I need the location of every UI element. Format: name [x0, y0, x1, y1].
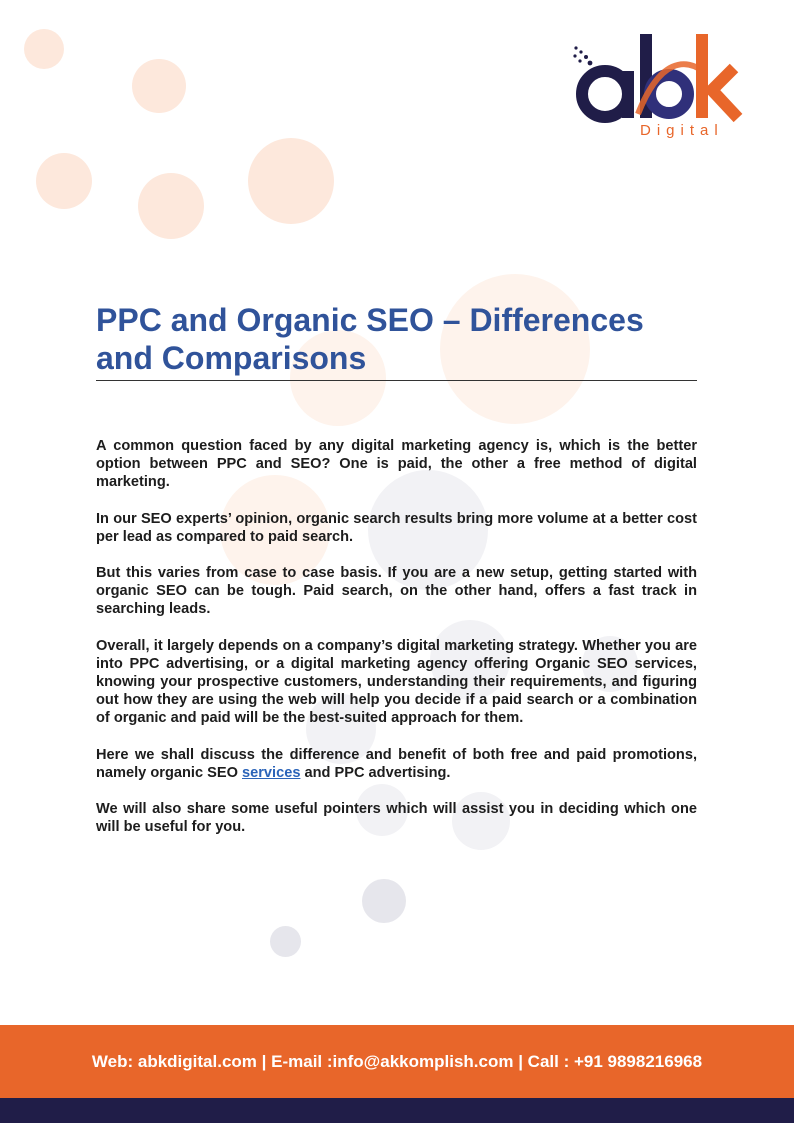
footer-phone: Call : +91 9898216968 [527, 1051, 703, 1071]
paragraph [96, 746, 697, 782]
decor-bubble [270, 926, 301, 957]
article-body [96, 437, 697, 854]
paragraph: Overall, it largely depends on a company’s digital marketing strategy. Whether you are into PPC advertising, or a digital marketing agency offering Organic SEO services, knowing your prospective customers, understanding their requirements, and figuring out how they are using the web will help you decide if a paid search or a combination of organic and paid will be the best-suited approach for them. [96, 637, 697, 727]
footer-contact-bar [0, 1025, 794, 1098]
decor-bubble [248, 138, 334, 224]
paragraph-text: Here we shall discuss the difference and benefit of both free and paid promotions, namely organic SEO [96, 746, 697, 781]
services-link[interactable]: services [242, 764, 301, 781]
paragraph: We will also share some useful pointers which will assist you in deciding which one will be useful for you. [96, 801, 697, 836]
paragraph: A common question faced by any digital marketing agency is, which is the better option between PPC and SEO? One is paid, the other a free method of digital marketing. [96, 438, 697, 491]
footer-web: Web: abkdigital.com [91, 1051, 257, 1071]
logo-text: abk [568, 28, 570, 29]
footer-separator: | [256, 1051, 272, 1071]
paragraph: In our SEO experts’ opinion, organic search results bring more volume at a better cost per lead as compared to paid search. [96, 510, 697, 545]
paragraph-text: and PPC advertising. [300, 764, 451, 781]
footer-email: E-mail :info@akkomplish.com [271, 1051, 514, 1071]
footer-contact [92, 1052, 702, 1072]
decor-bubble [36, 153, 92, 209]
footer-separator: | [513, 1051, 528, 1071]
page-title: PPC and Organic SEO – Differences and Comparisons [96, 301, 697, 381]
footer-strip [0, 1098, 794, 1123]
decor-bubble [362, 879, 406, 923]
decor-bubble [138, 173, 204, 239]
decor-bubble [132, 59, 186, 113]
decor-bubble [24, 29, 64, 69]
logo-caption: Digital [640, 122, 724, 139]
paragraph: But this varies from case to case basis. If you are a new setup, getting started with organic SEO can be tough. Paid search, on the other hand, offers a fast track in searching leads. [96, 565, 697, 618]
